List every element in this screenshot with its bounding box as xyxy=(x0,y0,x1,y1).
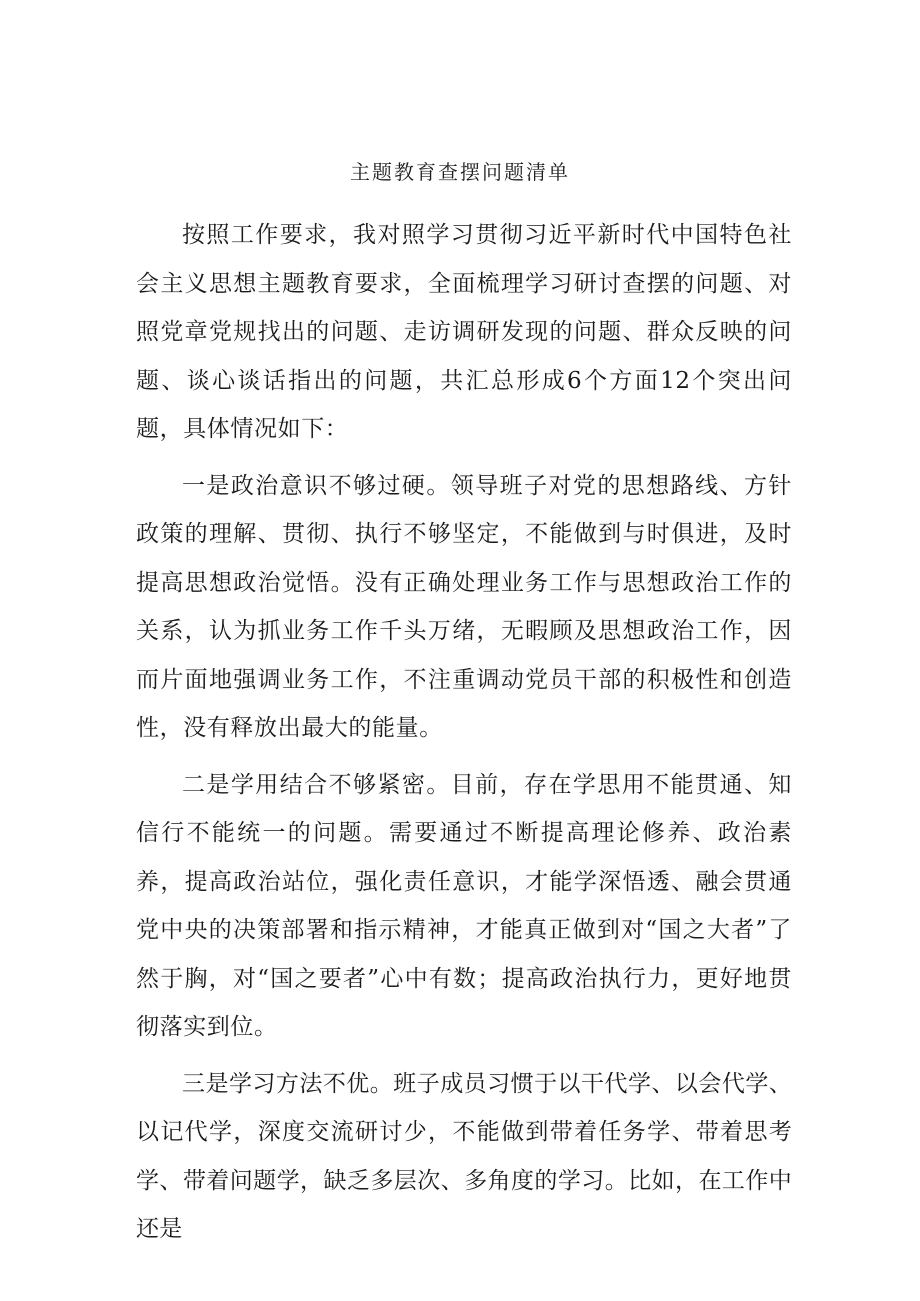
paragraph-issue-3: 三是学习方法不优。班子成员习惯于以干代学、以会代学、以记代学，深度交流研讨少，不能做到带着任务学、带着思考学、带着问题学，缺乏多层次、多角度的学习。比如，在工作中还是 xyxy=(136,1070,792,1242)
paragraph-issue-2: 二是学用结合不够紧密。目前，存在学思用不能贯通、知信行不能统一的问题。需要通过不断提高理论修养、政治素养，提高政治站位，强化责任意识，才能学深悟透、融会贯通党中央的决策部署和指示精神，才能真正做到对“国之大者”了然于胸，对“国之要者”心中有数；提高政治执行力，更好地贯彻落实到位。 xyxy=(136,771,792,1040)
document-title: 主题教育查摆问题清单 xyxy=(350,160,570,184)
document-body xyxy=(136,211,792,1262)
paragraph-intro: 按照工作要求，我对照学习贯彻习近平新时代中国特色社会主义思想主题教育要求，全面梳理学习研讨查摆的问题、对照党章党规找出的问题、走访调研发现的问题、群众反映的问题、谈心谈话指出的问题，共汇总形成6个方面12个突出问题，具体情况如下： xyxy=(136,222,792,442)
paragraph-issue-1: 一是政治意识不够过硬。领导班子对党的思想路线、方针政策的理解、贯彻、执行不够坚定，不能做到与时俱进，及时提高思想政治觉悟。没有正确处理业务工作与思想政治工作的关系，认为抓业务工作千头万绪，无暇顾及思想政治工作，因而片面地强调业务工作，不注重调动党员干部的积极性和创造性，没有释放出最大的能量。 xyxy=(136,472,792,741)
